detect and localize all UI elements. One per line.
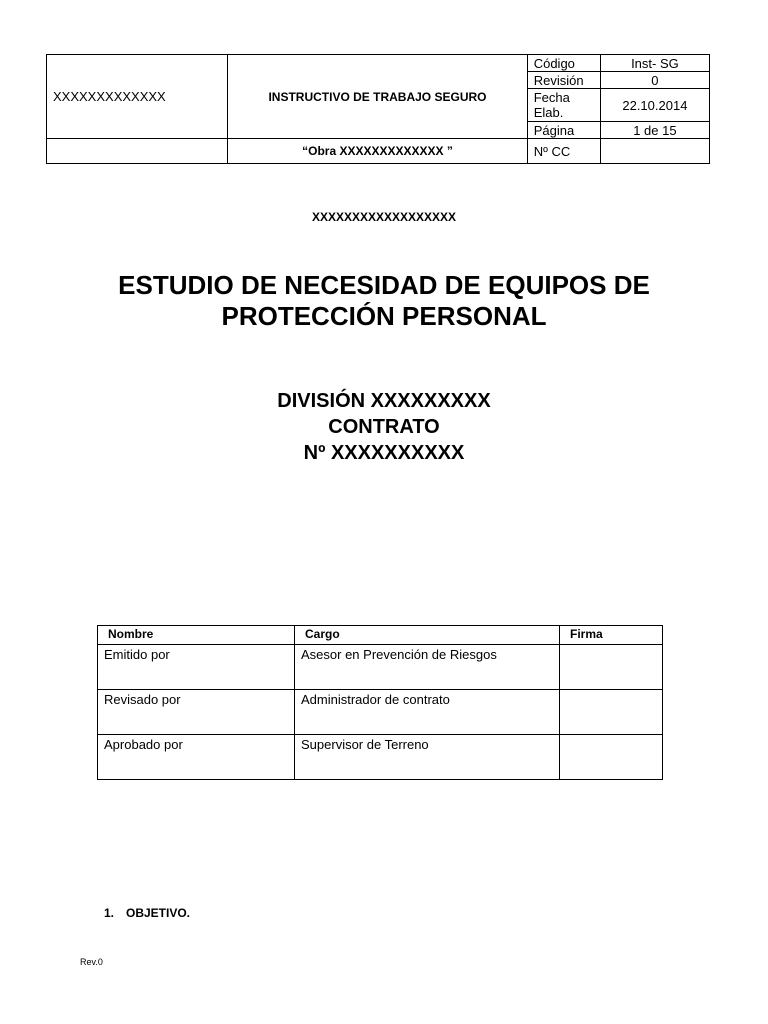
- signature-name: Emitido por: [98, 645, 295, 690]
- header-revision-label: Revisión: [527, 72, 600, 89]
- company-name-center: XXXXXXXXXXXXXXXXXX: [311, 210, 457, 224]
- signature-name: Aprobado por: [98, 735, 295, 780]
- col-header-cargo: Cargo: [295, 626, 560, 645]
- header-revision-value: 0: [600, 72, 709, 89]
- division-contract-block: [0, 388, 768, 466]
- title-line-2: PROTECCIÓN PERSONAL: [221, 301, 547, 331]
- title-line-1: ESTUDIO DE NECESIDAD DE EQUIPOS DE: [118, 270, 650, 300]
- table-row: [98, 690, 663, 735]
- table-row: [98, 735, 663, 780]
- header-document-type: INSTRUCTIVO DE TRABAJO SEGURO: [228, 55, 527, 139]
- header-code-label: Código: [527, 55, 600, 72]
- header-empty-cell: [47, 139, 228, 164]
- header-date-value: 22.10.2014: [600, 89, 709, 122]
- header-obra: “Obra XXXXXXXXXXXXX ”: [228, 139, 527, 164]
- signature-firma: [560, 690, 663, 735]
- signature-header-row: [98, 626, 663, 645]
- header-company: XXXXXXXXXXXXX: [47, 55, 228, 139]
- header-page-label: Página: [527, 122, 600, 139]
- signature-cargo: Supervisor de Terreno: [295, 735, 560, 780]
- section-title: OBJETIVO.: [126, 906, 191, 920]
- section-number: 1.: [104, 906, 115, 920]
- col-header-nombre: Nombre: [98, 626, 295, 645]
- header-cc-value: [600, 139, 709, 164]
- footer-revision: Rev.0: [80, 957, 103, 967]
- header-cc-label: Nº CC: [527, 139, 600, 164]
- division-name: DIVISIÓN XXXXXXXXX: [277, 390, 491, 412]
- header-date-label: Fecha Elab.: [527, 89, 600, 122]
- contract-label: CONTRATO: [328, 416, 440, 438]
- document-header-table: [46, 54, 710, 164]
- table-row: [98, 645, 663, 690]
- contract-number: Nº XXXXXXXXXX: [303, 442, 465, 464]
- signature-table: [97, 625, 663, 780]
- signature-firma: [560, 735, 663, 780]
- signature-cargo: Asesor en Prevención de Riesgos: [295, 645, 560, 690]
- header-code-value: Inst- SG: [600, 55, 709, 72]
- header-page-value: 1 de 15: [600, 122, 709, 139]
- section-heading-objetivo: [104, 906, 190, 920]
- signature-firma: [560, 645, 663, 690]
- signature-name: Revisado por: [98, 690, 295, 735]
- signature-cargo: Administrador de contrato: [295, 690, 560, 735]
- col-header-firma: Firma: [560, 626, 663, 645]
- document-title: [0, 270, 768, 332]
